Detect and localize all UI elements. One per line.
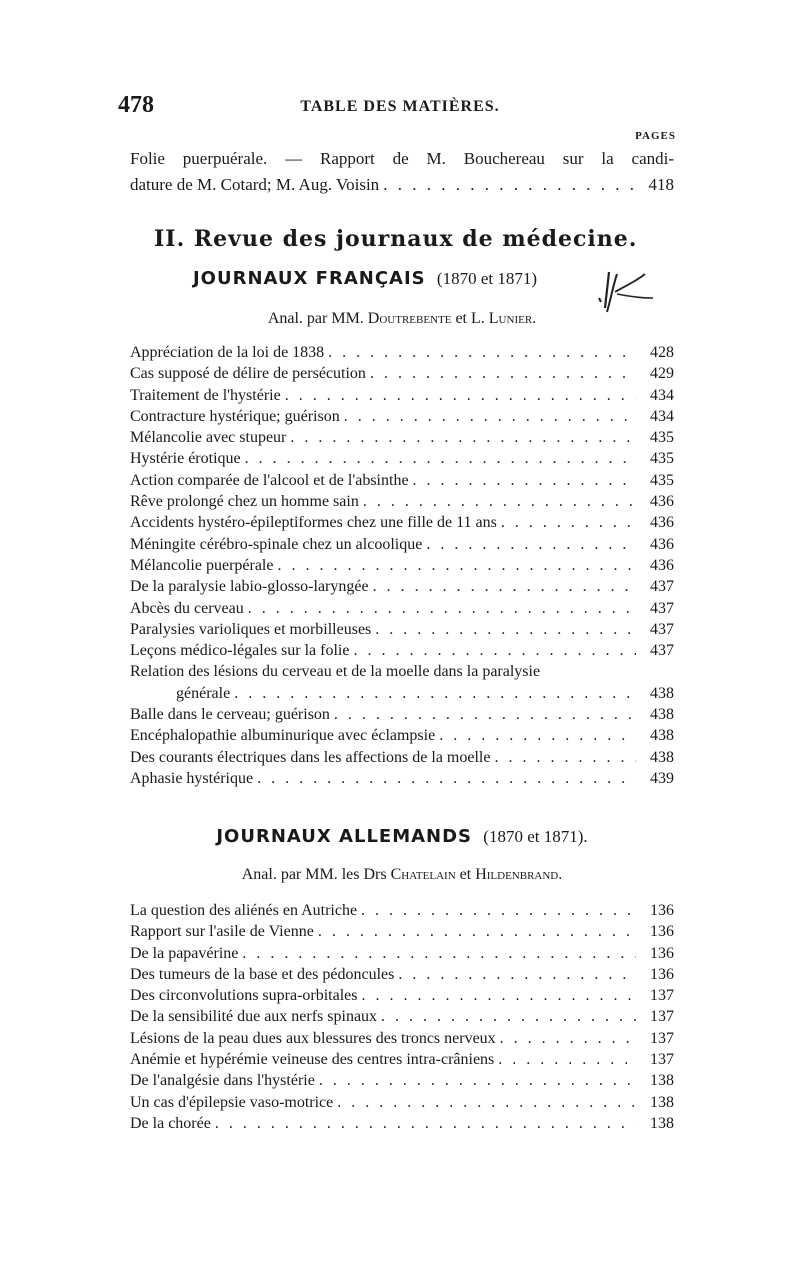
toc-entry <box>130 365 674 386</box>
entry-title: Des circonvolutions supra-orbitales <box>130 987 358 1005</box>
analyst-name: Chatelain <box>390 866 456 883</box>
dot-leader <box>494 749 636 767</box>
entry-title: Paralysies varioliques et morbilleuses <box>130 620 372 638</box>
entry-title: Cas supposé de délire de persécution <box>130 365 366 383</box>
analyst-name: Hildenbrand. <box>475 866 563 883</box>
dot-leader <box>290 429 636 447</box>
entry-title: Anémie et hypérémie veineuse des centres intra-crâniens <box>130 1051 495 1069</box>
journal-title-german: JOURNAUX ALLEMANDS <box>216 826 473 847</box>
dot-leader <box>439 727 636 745</box>
entry-title: Relation des lésions du cerveau et de la moelle dans la paralysie <box>130 663 541 681</box>
entry-title: De la sensibilité due aux nerfs spinaux <box>130 1008 378 1026</box>
dot-leader <box>370 365 636 383</box>
toc-entry <box>130 1008 674 1029</box>
dot-leader <box>498 1051 636 1069</box>
toc-entry <box>130 706 674 727</box>
entry-title: Leçons médico-légales sur la folie <box>130 642 350 660</box>
entry-title: Aphasie hystérique <box>130 769 254 787</box>
section-heading: II. Revue des journaux de médecine. <box>154 226 638 252</box>
analysts-conjunction: et L. <box>455 310 485 327</box>
toc-entry <box>130 1072 674 1093</box>
dot-leader <box>245 450 636 468</box>
dot-leader <box>344 408 636 426</box>
dot-leader <box>285 387 636 405</box>
toc-entry <box>130 642 674 663</box>
entry-page: 136 <box>650 944 674 962</box>
entry-title: Accidents hystéro-épileptiformes chez une fille de 11 ans <box>130 514 497 532</box>
entry-title: Rêve prolongé chez un homme sain <box>130 493 359 511</box>
toc-entry <box>130 1094 674 1115</box>
journal-years-german: (1870 et 1871). <box>483 827 588 846</box>
toc-entry <box>130 536 674 557</box>
entry-page: 438 <box>650 727 674 745</box>
running-head <box>118 92 682 122</box>
journal-years-french: (1870 et 1871) <box>436 269 537 288</box>
toc-entry <box>130 987 674 1008</box>
entry-page: 138 <box>650 1114 674 1132</box>
toc-entry <box>130 600 674 621</box>
entry-title: Abcès du cerveau <box>130 599 244 617</box>
entry-page: 428 <box>650 344 674 361</box>
entry-page: 418 <box>648 175 674 194</box>
entry-page: 437 <box>650 642 674 660</box>
toc-entry <box>130 429 674 450</box>
entry-page: 436 <box>650 493 674 511</box>
entry-page: 136 <box>650 902 674 919</box>
entry-title: Mélancolie avec stupeur <box>130 429 287 447</box>
prelude-entry <box>130 146 674 193</box>
dot-leader <box>373 578 636 596</box>
entry-page: 438 <box>650 684 674 702</box>
entry-title: Contracture hystérique; guérison <box>130 407 340 425</box>
entry-title: De la chorée <box>130 1114 211 1132</box>
analysts-prefix: Anal. par MM. les Drs <box>241 866 387 883</box>
toc-entry <box>130 923 674 944</box>
handwritten-mark-icon <box>595 268 657 316</box>
dot-leader <box>257 770 636 788</box>
entry-title: Mélancolie puerpérale <box>130 556 274 574</box>
toc-entry <box>130 578 674 599</box>
entry-page: 429 <box>650 365 674 383</box>
dot-leader <box>242 945 636 963</box>
toc-entry <box>130 902 674 923</box>
toc-french <box>130 344 674 791</box>
entry-page: 439 <box>650 769 674 787</box>
entry-page: 438 <box>650 706 674 724</box>
dot-leader <box>501 514 636 532</box>
toc-entry <box>130 621 674 642</box>
toc-entry <box>130 472 674 493</box>
toc-entry <box>130 514 674 535</box>
toc-entry <box>130 945 674 966</box>
toc-entry <box>130 1115 674 1136</box>
dot-leader <box>383 172 636 198</box>
toc-german <box>130 902 674 1136</box>
entry-title: générale <box>176 684 231 702</box>
analysts-french <box>130 310 674 328</box>
entry-page: 138 <box>650 1072 674 1090</box>
entry-page: 435 <box>650 450 674 468</box>
analysts-prefix: Anal. par MM. <box>267 310 364 327</box>
entry-page: 137 <box>650 987 674 1005</box>
toc-entry <box>130 1051 674 1072</box>
pages-column-label: PAGES <box>635 130 676 142</box>
entry-title: Hystérie érotique <box>130 450 241 468</box>
dot-leader <box>426 536 636 554</box>
entry-title: Des tumeurs de la base et des pédoncules <box>130 965 395 983</box>
entry-page: 437 <box>650 620 674 638</box>
section-title-french <box>130 268 600 289</box>
entry-page: 435 <box>650 429 674 447</box>
dot-leader <box>353 642 636 660</box>
analyst-name: Lunier. <box>488 310 537 327</box>
dot-leader <box>334 706 636 724</box>
dot-leader <box>413 472 636 490</box>
dot-leader <box>361 902 636 920</box>
running-title: TABLE DES MATIÈRES. <box>300 98 500 115</box>
entry-page: 437 <box>650 578 674 596</box>
entry-page: 137 <box>650 1051 674 1069</box>
entry-page: 434 <box>650 407 674 425</box>
entry-title: Un cas d'épilepsie vaso-motrice <box>130 1093 334 1111</box>
entry-page: 137 <box>650 1008 674 1026</box>
entry-page: 436 <box>650 514 674 532</box>
entry-title: De l'analgésie dans l'hystérie <box>130 1072 315 1090</box>
toc-entry <box>130 1030 674 1051</box>
dot-leader <box>318 923 636 941</box>
dot-leader <box>500 1030 636 1048</box>
toc-entry <box>130 770 674 791</box>
entry-title: Des courants électriques dans les affections de la moelle <box>130 748 491 766</box>
entry-page: 434 <box>650 386 674 404</box>
toc-entry <box>130 450 674 471</box>
toc-entry <box>130 727 674 748</box>
analysts-conjunction: et <box>459 866 472 883</box>
toc-entry <box>130 557 674 578</box>
entry-title: Action comparée de l'alcool et de l'absinthe <box>130 471 409 489</box>
toc-entry <box>130 344 674 365</box>
entry-page: 436 <box>650 556 674 574</box>
entry-page: 438 <box>650 748 674 766</box>
entry-page: 136 <box>650 923 674 941</box>
entry-page: 437 <box>650 599 674 617</box>
dot-leader <box>362 987 637 1005</box>
toc-entry <box>130 408 674 429</box>
toc-entry <box>130 685 674 706</box>
journal-title-french: JOURNAUX FRANÇAIS <box>192 268 426 289</box>
entry-page: 436 <box>650 535 674 553</box>
page-number: 478 <box>118 92 154 118</box>
analyst-name: Doutrebente <box>367 310 452 327</box>
toc-entry <box>130 387 674 408</box>
entry-page: 138 <box>650 1093 674 1111</box>
section-title-german <box>130 826 674 847</box>
analysts-german <box>130 866 674 884</box>
entry-title: La question des aliénés en Autriche <box>130 902 358 919</box>
prelude-line-2 <box>130 172 674 193</box>
entry-title: dature de M. Cotard; M. Aug. Voisin <box>130 175 380 194</box>
dot-leader <box>319 1072 636 1090</box>
dot-leader <box>337 1094 636 1112</box>
entry-title: Rapport sur l'asile de Vienne <box>130 923 314 941</box>
entry-title: De la paralysie labio-glosso-laryngée <box>130 578 369 596</box>
toc-entry <box>130 493 674 514</box>
entry-page: 136 <box>650 965 674 983</box>
toc-entry <box>130 966 674 987</box>
entry-title: Traitement de l'hystérie <box>130 386 281 404</box>
dot-leader <box>381 1008 636 1026</box>
prelude-line-1: Folie puerpuérale. — Rapport de M. Bouchereau sur la candi- <box>130 149 674 168</box>
toc-entry-line <box>130 663 674 684</box>
entry-title: Encéphalopathie albuminurique avec éclampsie <box>130 727 436 745</box>
dot-leader <box>215 1115 636 1133</box>
entry-page: 435 <box>650 471 674 489</box>
dot-leader <box>375 621 636 639</box>
dot-leader <box>398 966 636 984</box>
entry-title: De la papavérine <box>130 944 239 962</box>
dot-leader <box>363 493 636 511</box>
dot-leader <box>277 557 636 575</box>
entry-title: Balle dans le cerveau; guérison <box>130 706 330 724</box>
entry-page: 137 <box>650 1029 674 1047</box>
entry-title: Appréciation de la loi de 1838 <box>130 344 325 361</box>
dot-leader <box>248 600 636 618</box>
toc-entry <box>130 749 674 770</box>
dot-leader <box>234 685 636 703</box>
dot-leader <box>328 344 636 362</box>
entry-title: Méningite cérébro-spinale chez un alcoolique <box>130 535 423 553</box>
entry-title: Lésions de la peau dues aux blessures des troncs nerveux <box>130 1029 496 1047</box>
